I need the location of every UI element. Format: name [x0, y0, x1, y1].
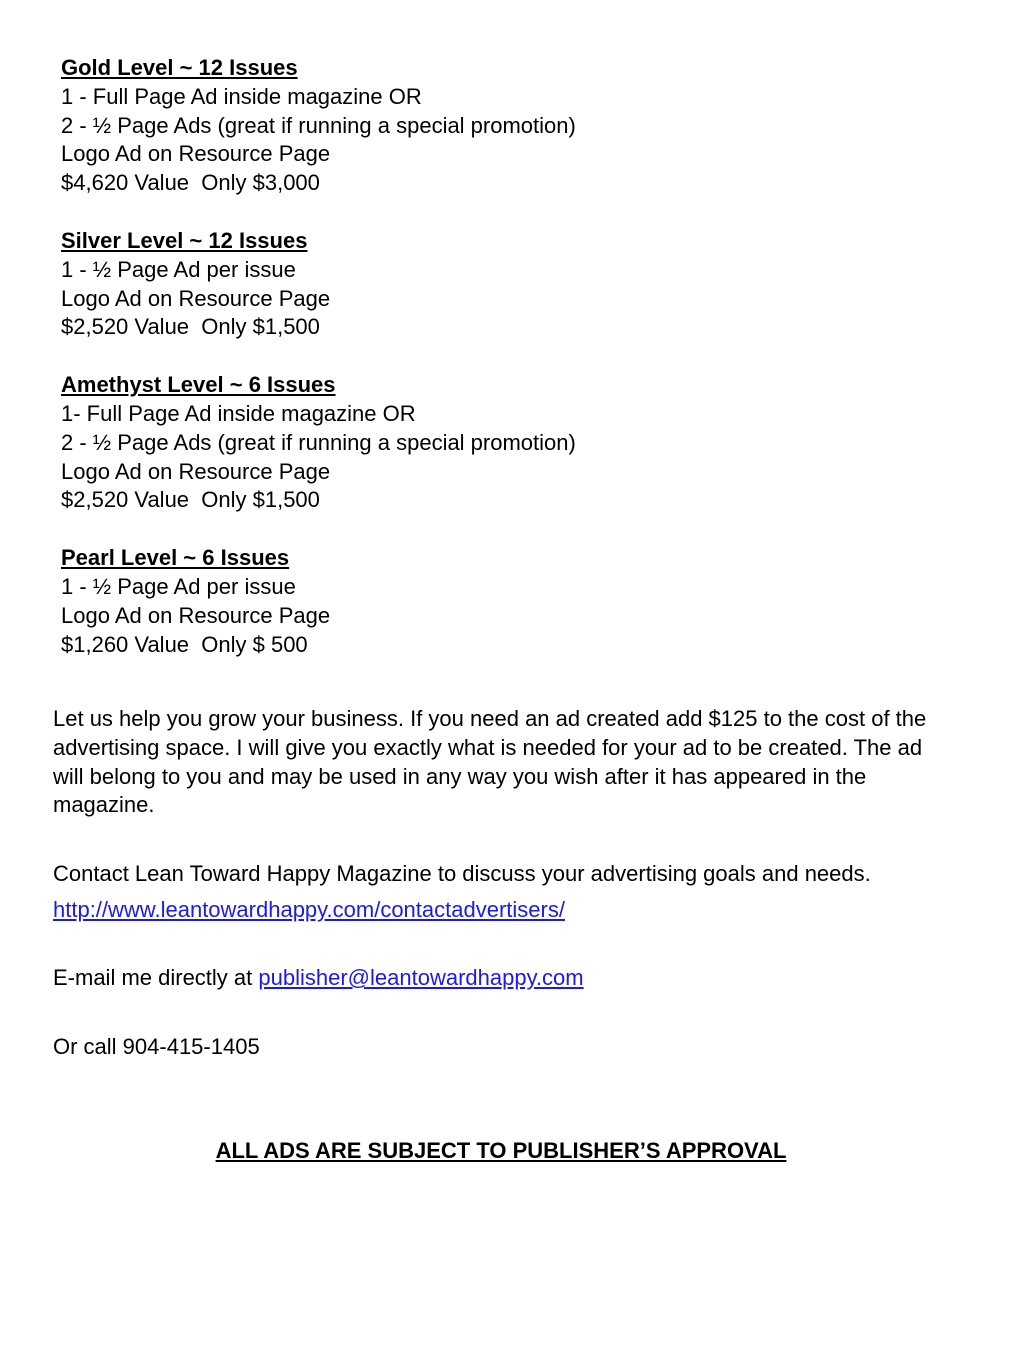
- email-line: [53, 964, 953, 993]
- level-line: 1 - Full Page Ad inside magazine OR: [61, 83, 422, 109]
- level-line: Logo Ad on Resource Page: [61, 602, 331, 628]
- level-silver: [61, 227, 961, 342]
- level-title: Gold Level ~ 12 Issues: [61, 55, 298, 80]
- approval-notice: ALL ADS ARE SUBJECT TO PUBLISHER’S APPROVAL: [215, 1138, 787, 1163]
- publisher-email-link[interactable]: publisher@leantowardhappy.com: [258, 965, 584, 990]
- email-prefix: E-mail me directly at: [53, 965, 259, 990]
- level-pearl: [61, 544, 961, 659]
- phone-line: Or call 904-415-1405: [53, 1034, 260, 1059]
- level-title: Silver Level ~ 12 Issues: [61, 227, 308, 253]
- help-paragraph: Let us help you grow your business. If you need an ad created add $125 to the cost of the advertising space. I will give you exactly what is needed for your ad to be created. The ad will belong to you and may be used in any way you wish after it has appeared in the magazine.: [53, 706, 927, 818]
- level-line: 2 - ½ Page Ads (great if running a special promotion): [61, 112, 576, 138]
- level-line: Logo Ad on Resource Page: [61, 458, 331, 484]
- level-title: Amethyst Level ~ 6 Issues: [61, 372, 336, 398]
- level-line: 1 - ½ Page Ad per issue: [61, 573, 296, 599]
- level-line: 1 - ½ Page Ad per issue: [61, 256, 296, 282]
- level-price: $4,620 Value Only $3,000: [61, 170, 320, 196]
- level-gold: [61, 54, 961, 198]
- level-price: $1,260 Value Only $ 500: [61, 631, 308, 657]
- level-line: 2 - ½ Page Ads (great if running a special promotion): [61, 429, 576, 455]
- contact-advertisers-link[interactable]: http://www.leantowardhappy.com/contactadvertisers/: [53, 897, 565, 922]
- level-title: Pearl Level ~ 6 Issues: [61, 545, 290, 571]
- level-price: $2,520 Value Only $1,500: [61, 314, 320, 340]
- level-price: $2,520 Value Only $1,500: [61, 487, 320, 513]
- level-line: Logo Ad on Resource Page: [61, 141, 331, 167]
- contact-text: Contact Lean Toward Happy Magazine to discuss your advertising goals and needs.: [53, 861, 871, 886]
- level-amethyst: [61, 371, 961, 515]
- ad-levels-list: [61, 54, 961, 688]
- contact-url-line: [53, 896, 953, 925]
- level-line: Logo Ad on Resource Page: [61, 285, 331, 311]
- level-line: 1- Full Page Ad inside magazine OR: [61, 400, 416, 426]
